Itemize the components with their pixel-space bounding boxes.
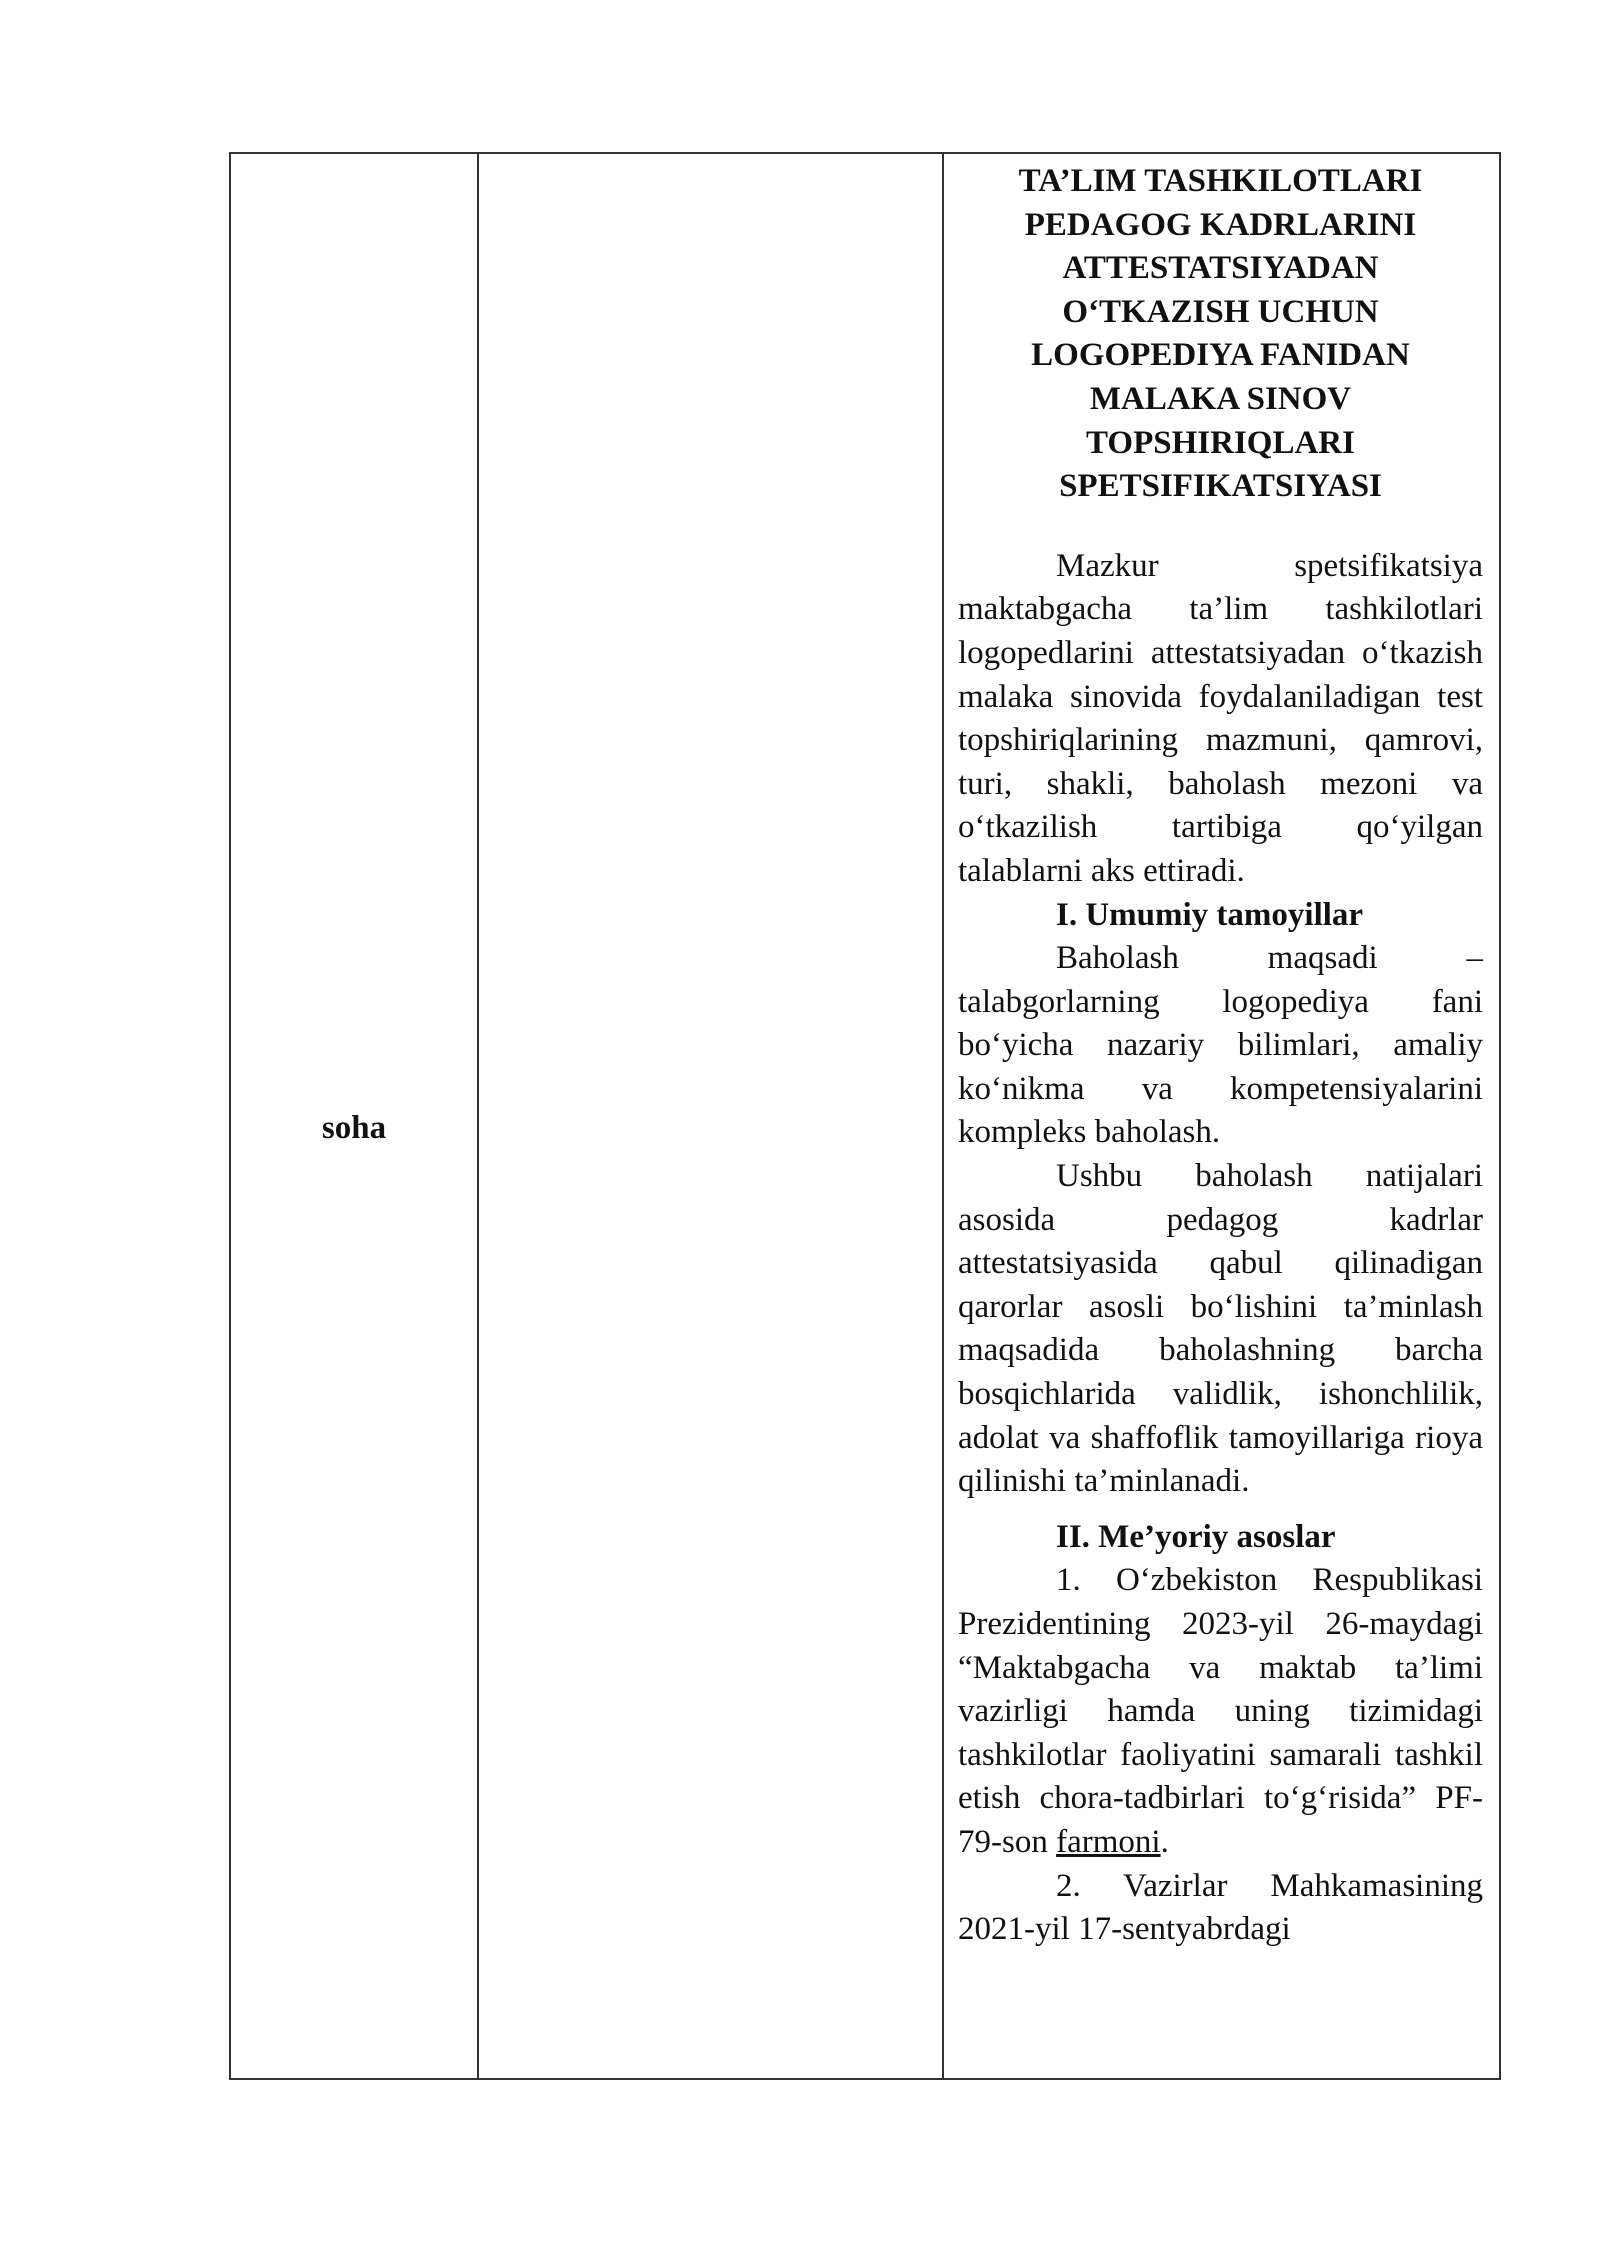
title-line: LOGOPEDIYA FANIDAN (1031, 337, 1410, 374)
section-heading: II. Me’yoriy asoslar (1056, 1518, 1336, 1555)
field-label: soha (321, 1109, 387, 1146)
specification-table (229, 152, 1501, 2080)
content-body (944, 154, 1499, 1952)
title-line: ATTESTATSIYADAN (1062, 250, 1379, 287)
list-item (958, 1559, 1483, 1864)
title-line: PEDAGOG KADRLARINI (1024, 206, 1417, 243)
title-line: TOPSHIRIQLARI (1086, 424, 1355, 461)
title-line: MALAKA SINOV (1089, 380, 1352, 417)
document-title (958, 160, 1483, 509)
empty-cell (478, 153, 943, 2079)
body-paragraph: Baholash maqsadi – talabgorlarning logopediya fani bo‘yicha nazariy bilimlari, amaliy ko‘nikma va kompetensiyalarini kompleks baholash. (958, 940, 1483, 1151)
decree-link[interactable]: farmoni (1056, 1823, 1161, 1860)
list-item-text: 1. O‘zbekiston Respublikasi Prezidentining 2023-yil 26-maydagi “Maktabgacha va maktab ta’limi vazirligi hamda uning tizimidagi tashkilotlar faoliyatini samarali tashkil etish chora-tadbirlari to‘g‘risida” PF-79-son (958, 1562, 1483, 1860)
body-paragraph: Ushbu baholash natijalari asosida pedagog kadrlar attestatsiyasida qabul qilinadigan qarorlar asosli bo‘lishini ta’minlash maqsadida baholashning barcha bosqichlarida validlik, ishonchlilik, adolat va shaffoflik tamoyillariga rioya qilinishi ta’minlanadi. (958, 1158, 1483, 1500)
list-item: 2. Vazirlar Mahkamasining 2021-yil 17-sentyabrdagi (958, 1867, 1483, 1948)
title-line: O‘TKAZISH UCHUN (1062, 293, 1379, 330)
content-cell (943, 153, 1500, 2079)
title-line: TA’LIM TASHKILOTLARI (1018, 163, 1423, 199)
field-cell (230, 153, 478, 2079)
section-heading: I. Umumiy tamoyillar (1056, 896, 1364, 933)
title-line: SPETSIFIKATSIYASI (1059, 468, 1382, 505)
list-item-end: . (1160, 1823, 1169, 1860)
intro-paragraph: Mazkur spetsifikatsiya maktabgacha ta’lim tashkilotlari logopedlarini attestatsiyadan o‘tkazish malaka sinovida foydalaniladigan test topshiriqlarining mazmuni, qamrovi, turi, shakli, baholash mezoni va o‘tkazilish tartibiga qo‘yilgan talablarni aks ettiradi. (958, 547, 1483, 889)
table-row (230, 153, 1500, 2079)
